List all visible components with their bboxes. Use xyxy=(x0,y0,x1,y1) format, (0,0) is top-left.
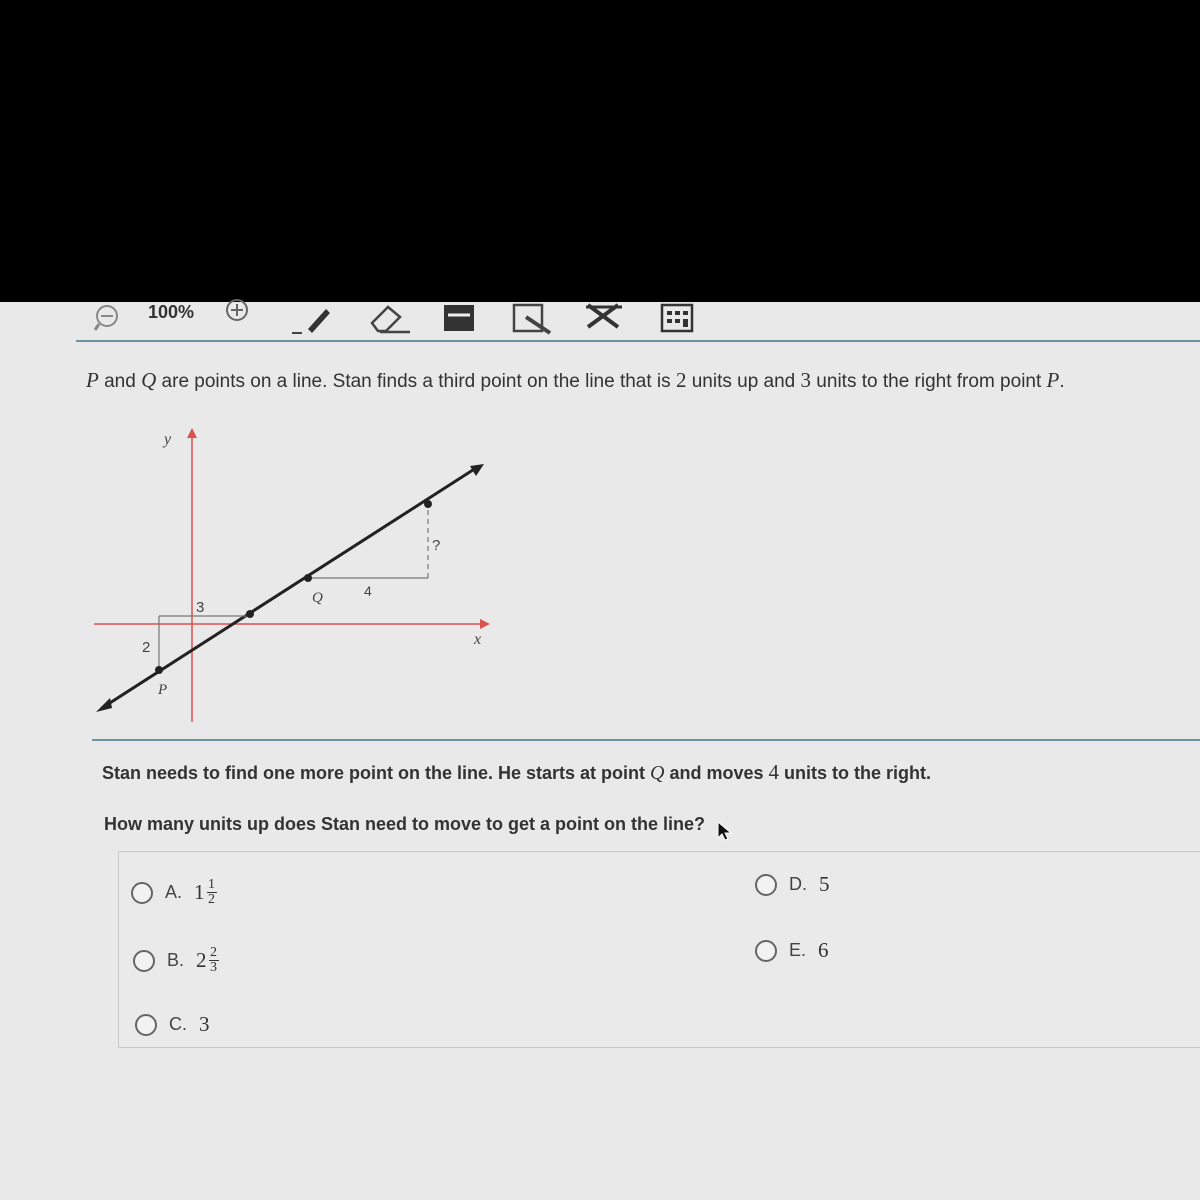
mouse-cursor-icon xyxy=(716,820,736,842)
radio-button[interactable] xyxy=(755,940,777,962)
whole-number: 2 xyxy=(196,948,207,972)
toolbar xyxy=(0,302,1200,346)
choice-e[interactable] xyxy=(755,938,829,963)
prompt-line-2: How many units up does Stan need to move to get a point on the line? xyxy=(104,814,706,834)
y-axis-arrow xyxy=(187,428,197,438)
choice-value xyxy=(194,878,217,907)
radio-button[interactable] xyxy=(131,882,153,904)
choice-value: 6 xyxy=(818,938,829,962)
choice-d[interactable] xyxy=(755,872,830,897)
choice-value: 3 xyxy=(199,1012,210,1036)
coordinate-graph xyxy=(80,422,500,722)
toolbar-divider xyxy=(76,340,1200,342)
denominator: 3 xyxy=(210,960,218,975)
note-icon[interactable] xyxy=(510,304,554,334)
pencil-icon[interactable] xyxy=(290,304,334,334)
choice-letter: E. xyxy=(789,940,807,960)
text-fragment: units to the right from point xyxy=(811,371,1047,392)
radio-button[interactable] xyxy=(135,1014,157,1036)
point-third xyxy=(246,610,254,618)
point-p-text: P xyxy=(86,368,99,392)
choice-b[interactable] xyxy=(133,946,219,975)
rise-label-1: 2 xyxy=(142,639,151,656)
choice-letter: C. xyxy=(169,1014,187,1034)
fraction xyxy=(207,878,217,907)
prompt-line-1 xyxy=(102,760,931,785)
text-fragment: are points on a line. Stan finds a third point on the line that is xyxy=(156,371,676,392)
answer-eliminator-icon[interactable] xyxy=(584,304,624,334)
point-new xyxy=(424,500,432,508)
numerator: 1 xyxy=(208,877,216,892)
number-2: 2 xyxy=(675,368,687,392)
radio-button[interactable] xyxy=(133,950,155,972)
assessment-screen xyxy=(0,302,1200,1200)
text-fragment: units to the right. xyxy=(779,763,932,783)
eraser-icon[interactable] xyxy=(366,304,412,334)
question-text xyxy=(86,368,1065,393)
zoom-in-icon[interactable] xyxy=(220,298,254,328)
y-axis-label: y xyxy=(164,431,172,448)
numerator: 2 xyxy=(210,945,218,960)
text-fragment: Stan needs to find one more point on the line. He starts at point xyxy=(102,763,651,783)
fraction xyxy=(209,946,219,975)
point-p-label: P xyxy=(158,682,168,698)
zoom-out-icon[interactable] xyxy=(92,304,126,334)
highlighter-icon[interactable] xyxy=(442,304,476,334)
radio-button[interactable] xyxy=(755,874,777,896)
point-p-text: P xyxy=(1046,368,1060,392)
text-fragment: units up and xyxy=(686,371,801,392)
whole-number: 1 xyxy=(194,880,205,904)
section-divider xyxy=(92,739,1200,741)
text-fragment: and xyxy=(98,371,142,392)
choice-value: 5 xyxy=(819,872,830,896)
rise-label-2: ? xyxy=(432,537,441,554)
run-label-1: 3 xyxy=(196,599,205,616)
calculator-icon[interactable] xyxy=(660,304,694,334)
text-fragment: and moves xyxy=(664,763,769,783)
choice-a[interactable] xyxy=(131,878,217,907)
point-q-text: Q xyxy=(650,762,665,784)
choice-letter: A. xyxy=(165,882,183,902)
text-fragment: . xyxy=(1059,371,1065,392)
point-q-label: Q xyxy=(312,590,323,606)
x-axis-label: x xyxy=(474,631,482,648)
choice-letter: B. xyxy=(167,950,185,970)
number-3: 3 xyxy=(800,368,812,392)
point-q xyxy=(304,574,312,582)
denominator: 2 xyxy=(208,892,216,907)
point-q-text: Q xyxy=(141,368,157,392)
zoom-level: 100% xyxy=(148,302,195,322)
answer-choices xyxy=(118,851,1200,1048)
number-4: 4 xyxy=(768,760,780,784)
choice-c[interactable] xyxy=(135,1012,210,1037)
point-p xyxy=(155,666,163,674)
choice-value xyxy=(196,946,219,975)
choice-letter: D. xyxy=(789,874,807,894)
run-label-2: 4 xyxy=(364,583,372,599)
line-arrow-left xyxy=(96,698,112,712)
x-axis-arrow xyxy=(480,619,490,629)
